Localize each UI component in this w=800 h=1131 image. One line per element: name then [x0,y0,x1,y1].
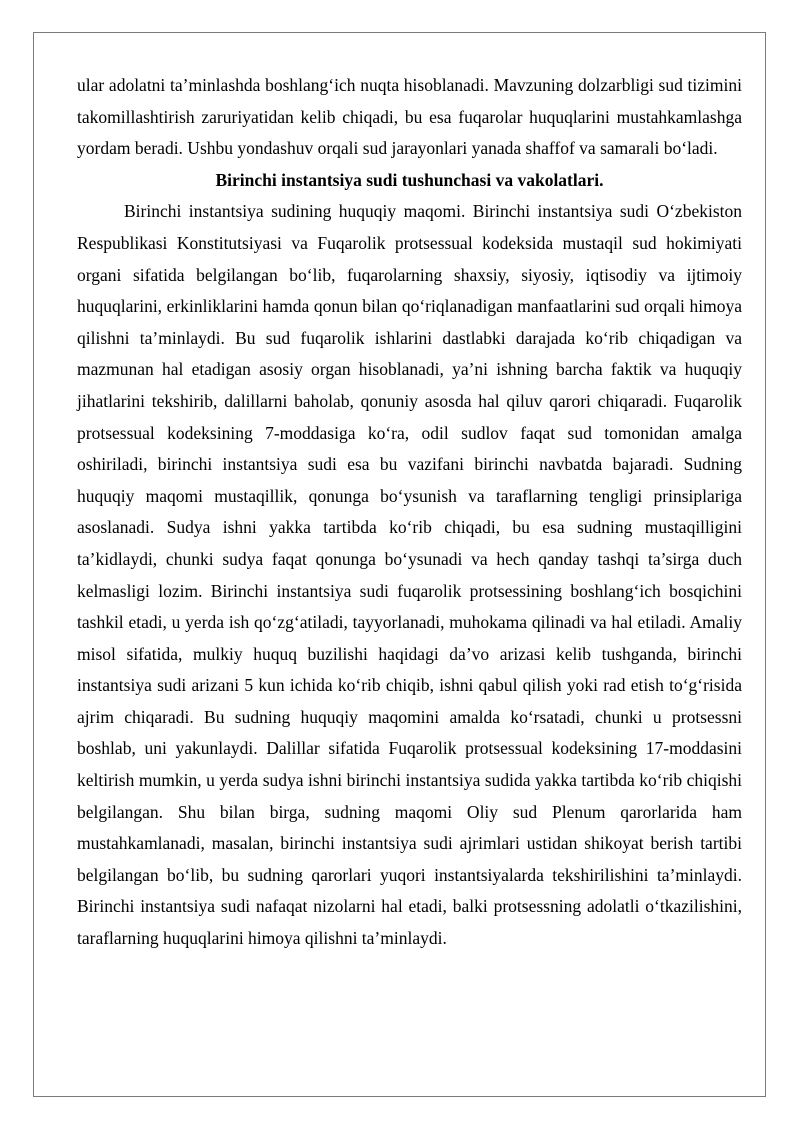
section-heading: Birinchi instantsiya sudi tushunchasi va vakolatlari. [215,169,604,190]
body-paragraph: Birinchi instantsiya sudining huquqiy maqomi. Birinchi instantsiya sudi O‘zbekiston Respublikasi Konstitutsiyasi va Fuqarolik protsessual kodeksida mustaqil sud hokimiyati organi sifatida belgilangan bo‘lib, fuqarolarning shaxsiy, siyosiy, iqtisodiy va ijtimoiy huquqlarini, erkinliklarini hamda qonun bilan qo‘riqlanadigan manfaatlarini sud orqali himoya qilishni ta’minlaydi. Bu sud fuqarolik ishlarini dastlabki darajada ko‘rib chiqadigan va mazmunan hal etadigan asosiy organ hisoblanadi, ya’ni ishning barcha faktik va huquqiy jihatlarini tekshirib, dalillarni baholab, qonuniy asosda hal qiluv qarori chiqaradi. Fuqarolik protsessual kodeksining 7-moddasiga ko‘ra, odil sudlov faqat sud tomonidan amalga oshiriladi, birinchi instantsiya sudi esa bu vazifani birinchi navbatda bajaradi. Sudning huquqiy maqomi mustaqillik, qonunga bo‘ysunish va taraflarning tengligi prinsiplariga asoslanadi. Sudya ishni yakka tartibda ko‘rib chiqadi, bu esa sudning mustaqilligini ta’kidlaydi, chunki sudya faqat qonunga bo‘ysunadi va hech qanday tashqi ta’sirga duch kelmasligi lozim. Birinchi instantsiya sudi fuqarolik protsessining boshlang‘ich bosqichini tashkil etadi, u yerda ish qo‘zg‘atiladi, tayyorlanadi, muhokama qilinadi va hal etiladi. Amaliy misol sifatida, mulkiy huquq buzilishi haqidagi da’vo arizasi kelib tushganda, birinchi instantsiya sudi arizani 5 kun ichida ko‘rib chiqib, ishni qabul qilish yoki rad etish to‘g‘risida ajrim chiqaradi. Bu sudning huquqiy maqomini amalda ko‘rsatadi, chunki u protsessni boshlab, uni yakunlaydi. Dalillar sifatida Fuqarolik protsessual kodeksining 17-moddasini keltirish mumkin, u yerda sudya ishni birinchi instantsiya sudida yakka tartibda ko‘rib chiqishi belgilangan. Shu bilan birga, sudning maqomi Oliy sud Plenum qarorlarida ham mustahkamlanadi, masalan, birinchi instantsiya sudi ajrimlari ustidan shikoyat berish tartibi belgilangan bo‘lib, bu sudning qarorlari yuqori instantsiyalarda tekshirilishini ta’minlaydi. Birinchi instantsiya sudi nafaqat nizolarni hal etadi, balki protsessning adolatli o‘tkazilishini, taraflarning huquqlarini himoya qilishni ta’minlaydi. [77,201,742,949]
intro-paragraph: ular adolatni ta’minlashda boshlang‘ich nuqta hisoblanadi. Mavzuning dolzarbligi sud tizimini takomillashtirish zaruriyatidan kelib chiqadi, bu esa fuqarolar huquqlarini mustahkamlashga yordam beradi. Ushbu yondashuv orqali sud jarayonlari yanada shaffof va samarali bo‘ladi. [77,75,742,159]
document-body [77,70,742,955]
